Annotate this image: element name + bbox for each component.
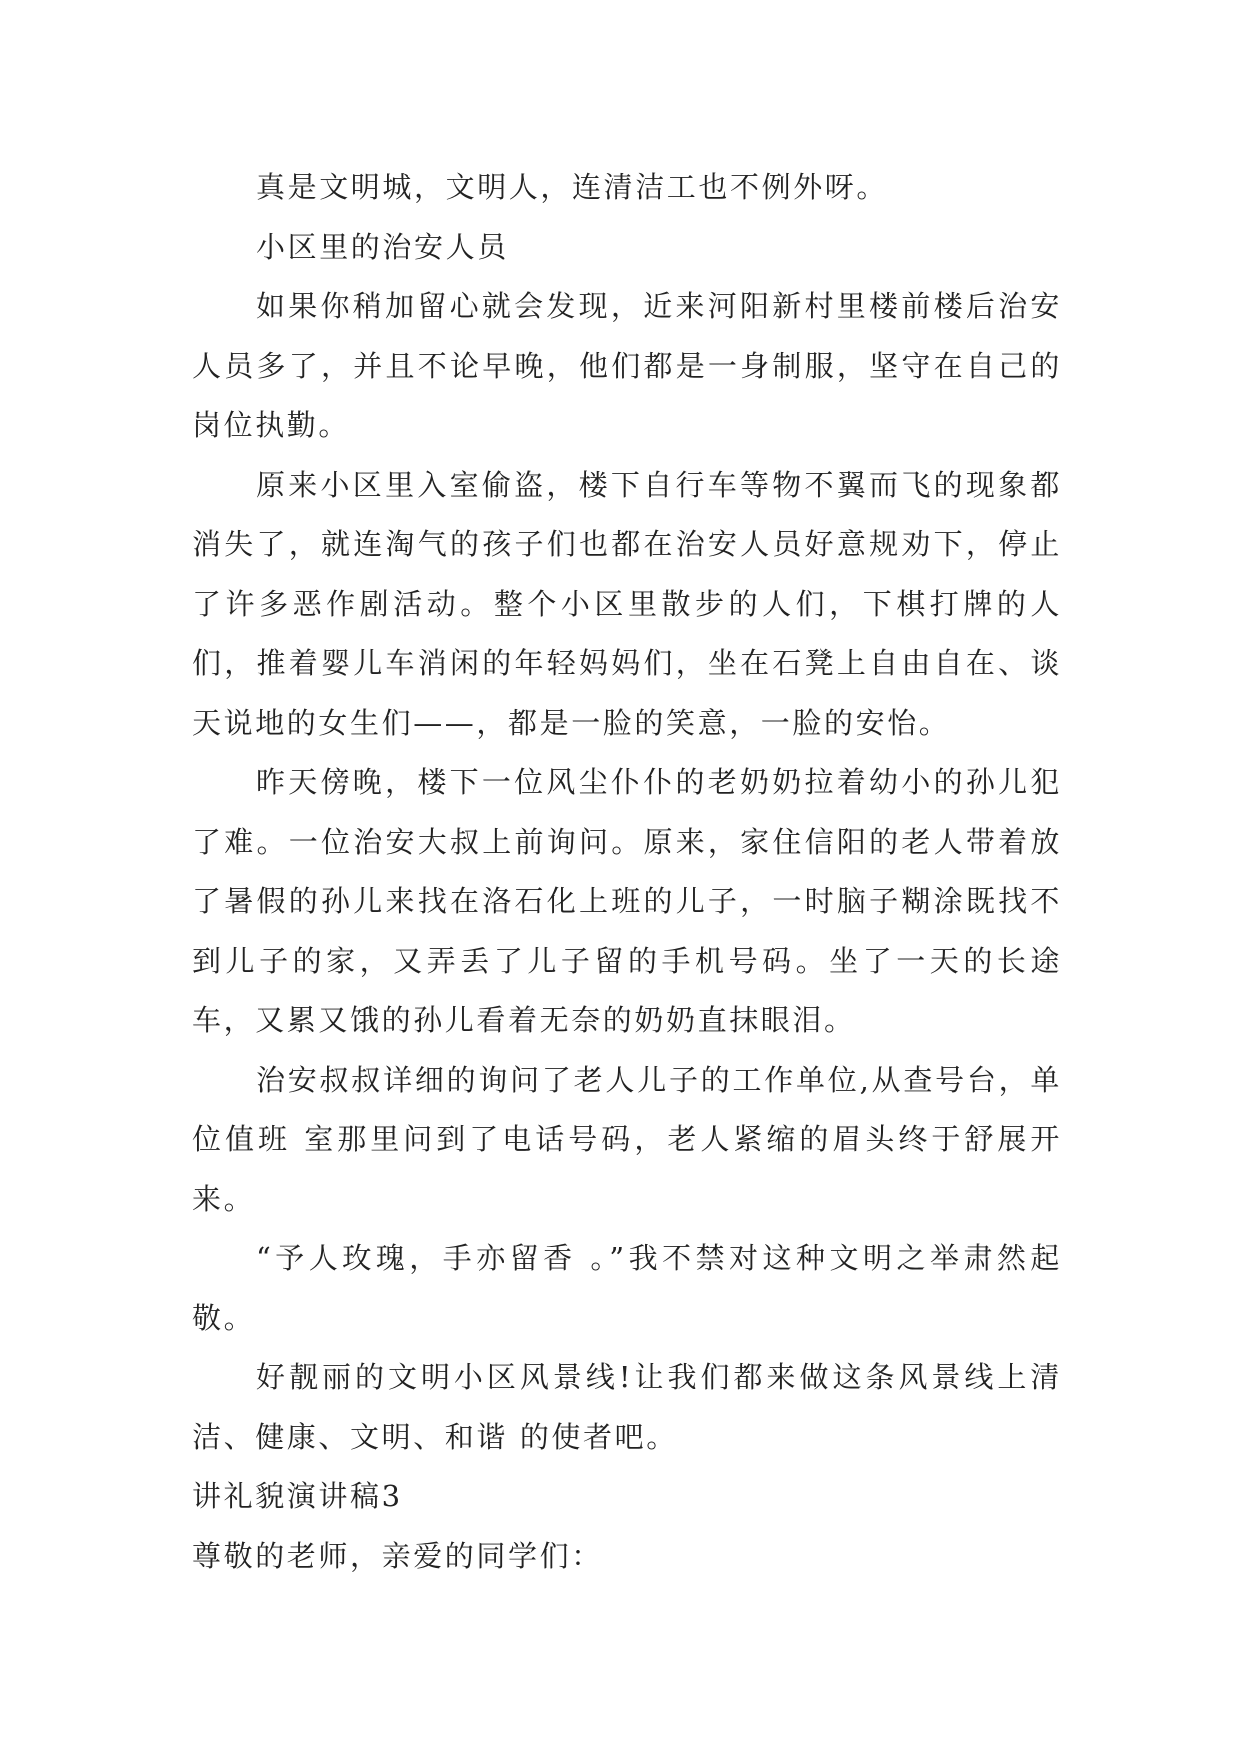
salutation: 尊敬的老师，亲爱的同学们： bbox=[192, 1538, 603, 1573]
paragraph: “予人玫瑰，手亦留香 。”我不禁对这种文明之举肃然起敬。 bbox=[192, 1241, 1062, 1335]
paragraph: 昨天傍晚，楼下一位风尘仆仆的老奶奶拉着幼小的孙儿犯了难。一位治安大叔上前询问。原来，家住信阳的老人带着放了暑假的孙儿来找在洛石化上班的儿子，一时脑子糊涂既找不到儿子的家，又弄丢了儿子留的手机号码。坐了一天的长途车，又累又饿的孙儿看着无奈的奶奶直抹眼泪。 bbox=[192, 765, 1062, 1037]
paragraph: 真是文明城，文明人，连清洁工也不例外呀。 bbox=[256, 170, 889, 204]
speech-title: 讲礼貌演讲稿3 bbox=[192, 1479, 403, 1513]
paragraph: 治安叔叔详细的询问了老人儿子的工作单位,从查号台，单位值班 室那里问到了电话号码，老人紧缩的眉头终于舒展开来。 bbox=[192, 1062, 1062, 1216]
paragraph: 好靓丽的文明小区风景线!让我们都来做这条风景线上清洁、健康、文明、和谐 的使者吧。 bbox=[192, 1360, 1062, 1454]
document-body bbox=[192, 158, 1062, 1586]
section-heading: 小区里的治安人员 bbox=[256, 229, 509, 264]
paragraph: 如果你稍加留心就会发现，近来河阳新村里楼前楼后治安人员多了，并且不论早晚，他们都是一身制服，坚守在自己的岗位执勤。 bbox=[192, 289, 1062, 442]
paragraph: 原来小区里入室偷盗，楼下自行车等物不翼而飞的现象都消失了，就连淘气的孩子们也都在治安人员好意规劝下，停止了许多恶作剧活动。整个小区里散步的人们，下棋打牌的人们，推着婴儿车消闲的年轻妈妈们，坐在石凳上自由自在、谈天说地的女生们——，都是一脸的笑意，一脸的安怡。 bbox=[192, 467, 1062, 740]
